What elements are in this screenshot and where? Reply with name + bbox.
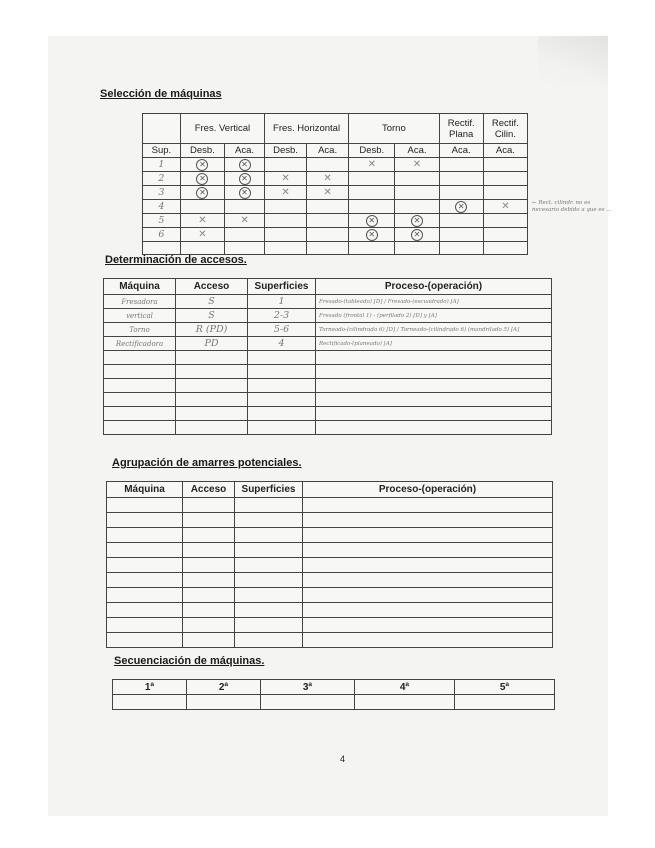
cell-proceso: Torneado-(cilindrado 6) [D] / Torneado-(cilindrado 6) (mandrilado 5) [A] [316,323,552,337]
col-header-maquina: Máquina [107,482,183,498]
group-fres-horizontal: Fres. Horizontal [265,114,349,144]
corner-cell [143,114,181,144]
sub-header: Aca. [439,144,483,158]
cell-superficies: 5-6 [248,323,316,337]
group-rectif-cilin: Rectif. Cilin. [483,114,527,144]
x-mark: ✕ [307,186,349,200]
sup-number: 4 [143,200,181,214]
sup-number: 2 [143,172,181,186]
x-mark: ✕ [307,172,349,186]
sup-number: 1 [143,158,181,172]
secuencia-table [112,679,555,710]
cell-maquina: Torno [104,323,176,337]
sup-number: 3 [143,186,181,200]
sub-header: Aca. [307,144,349,158]
circled-x-mark: ✕ [180,172,224,186]
cell-proceso: Fresado (frontal 1) - (perfilado 2) [D] y [A] [316,309,552,323]
circled-x-mark: ✕ [395,214,439,228]
sub-header: Sup. [143,144,181,158]
cell-superficies: 2-3 [248,309,316,323]
col-header-maquina: Máquina [104,279,176,295]
cell-acceso: PD [176,337,248,351]
col-header-superficies: Superficies [235,482,303,498]
amarres-table [106,481,553,648]
x-mark: ✕ [225,214,265,228]
circled-x-mark: ✕ [349,214,395,228]
x-mark: ✕ [349,158,395,172]
sub-header: Aca. [395,144,439,158]
circled-x-mark: ✕ [225,158,265,172]
col-header-seq-4: 4ª [355,680,455,695]
cell-acceso: R (PD) [176,323,248,337]
accesos-table [103,278,552,435]
cell-maquina: Fresadora [104,295,176,309]
sub-header: Aca. [225,144,265,158]
x-mark: ✕ [265,172,307,186]
section-title-secuencia: Secuenciación de máquinas. [114,655,265,667]
sub-header: Aca. [483,144,527,158]
col-header-proceso: Proceso-(operación) [316,279,552,295]
col-header-seq-1: 1ª [113,680,187,695]
sup-number: 6 [143,228,181,242]
col-header-acceso: Acceso [176,279,248,295]
cell-superficies: 4 [248,337,316,351]
page-number: 4 [340,754,346,764]
col-header-seq-3: 3ª [261,680,355,695]
cell-superficies: 1 [248,295,316,309]
col-header-seq-2: 2ª [187,680,261,695]
col-header-superficies: Superficies [248,279,316,295]
sub-header: Desb. [349,144,395,158]
paper-fold [538,36,608,86]
group-torno: Torno [349,114,439,144]
sup-number [143,242,181,255]
circled-x-mark: ✕ [225,186,265,200]
x-mark: ✕ [395,158,439,172]
sub-header: Desb. [180,144,224,158]
cell-proceso: Rectificado-(planeado) [A] [316,337,552,351]
x-mark: ✕ [483,200,527,214]
section-title-amarres: Agrupación de amarres potenciales. [112,457,302,469]
group-rectif-plana: Rectif. Plana [439,114,483,144]
x-mark: ✕ [265,186,307,200]
section-title-accesos: Determinación de accesos. [105,254,247,266]
seleccion-table [142,113,528,255]
cell-acceso: S [176,309,248,323]
circled-x-mark: ✕ [180,186,224,200]
col-header-acceso: Acceso [183,482,235,498]
circled-x-mark: ✕ [395,228,439,242]
circled-x-mark: ✕ [180,158,224,172]
circled-x-mark: ✕ [225,172,265,186]
group-fres-vertical: Fres. Vertical [180,114,264,144]
col-header-seq-5: 5ª [455,680,555,695]
cell-proceso: Fresado-(tableado) [D] / Fresado-(escuadrado) [A] [316,295,552,309]
sup-number: 5 [143,214,181,228]
x-mark: ✕ [180,214,224,228]
cell-acceso: S [176,295,248,309]
sub-header: Desb. [265,144,307,158]
cell-maquina: Rectificadora [104,337,176,351]
circled-x-mark: ✕ [439,200,483,214]
x-mark: ✕ [180,228,224,242]
section-title-seleccion: Selección de máquinas [100,88,222,100]
margin-note: ← Rect. cilindr. no es necesario debido a que es ... [532,200,612,213]
col-header-proceso: Proceso-(operación) [303,482,553,498]
cell-maquina: vertical [104,309,176,323]
circled-x-mark: ✕ [349,228,395,242]
